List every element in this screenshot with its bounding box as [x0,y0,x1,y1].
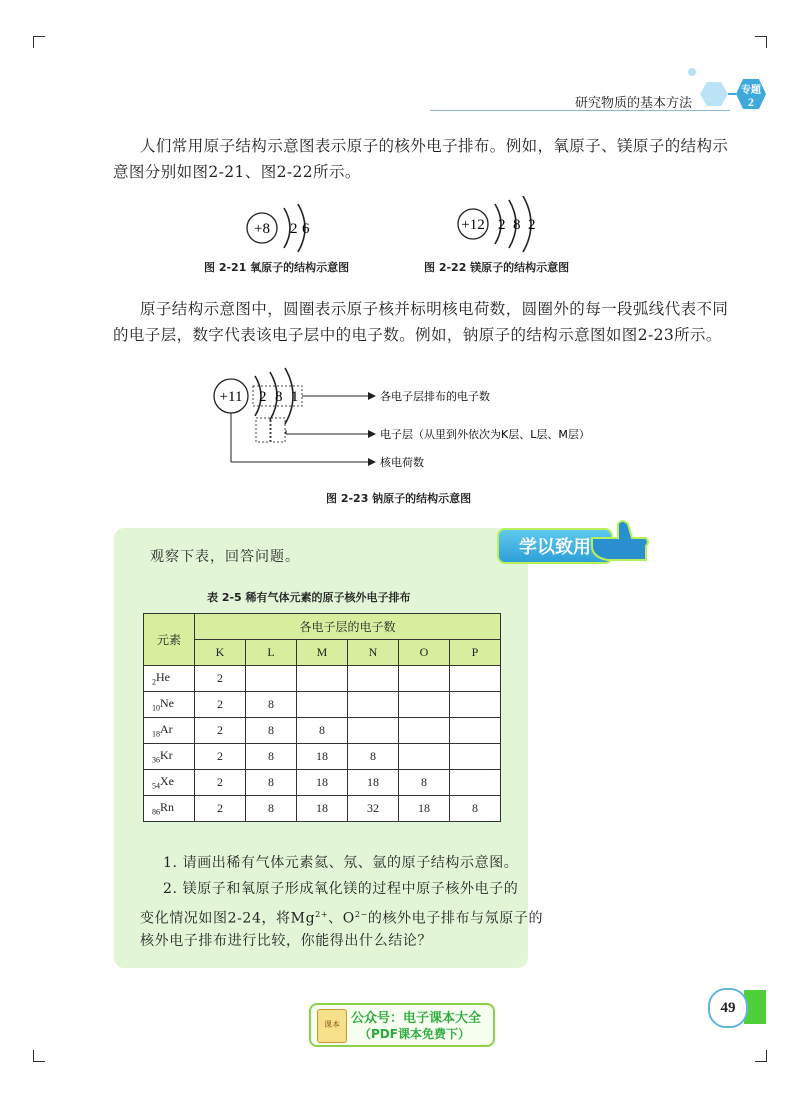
badge-num-text: 2 [748,95,754,109]
table-cell [348,666,399,692]
table-cell: 2 [195,666,246,692]
table-cell [399,692,450,718]
table-cell [399,666,450,692]
table-cell: 18 [297,796,348,822]
sodium-shell-k: 2 [259,389,267,405]
table-cell: 8 [297,718,348,744]
table-cell [348,692,399,718]
section-title: 研究物质的基本方法 [575,96,693,111]
crop-mark [33,1061,45,1062]
oxygen-shell-l: 6 [302,221,310,237]
watermark-line-2: （PDF课本免费下） [359,1027,470,1041]
fig21-caption: 图 2-21 氧原子的结构示意图 [204,261,350,274]
table-cell: 18 [348,770,399,796]
table-cell [399,718,450,744]
header-shell-o: O [399,640,450,666]
table-cell: 8 [246,692,297,718]
header-shell-l: L [246,640,297,666]
element-cell: $_2$He [144,666,195,692]
table-cell: 8 [246,744,297,770]
header-element: 元素 [144,614,195,666]
table-cell: 8 [399,770,450,796]
noble-gas-table [143,613,501,822]
header-shell-n: N [348,640,399,666]
activity-badge: 学以致用 [497,528,613,564]
para2-line-2: 的电子层，数字代表该电子层中的电子数。例如，钠原子的结构示意图如图2-23所示。 [113,326,722,344]
sodium-atom-diagram [200,362,620,474]
magnesium-shell-m: 2 [528,217,536,233]
header-shell-m: M [297,640,348,666]
table-cell [450,744,501,770]
table-cell: 32 [348,796,399,822]
magnesium-nucleus-charge: +12 [461,217,485,233]
crop-mark [33,36,34,48]
table-cell [246,666,297,692]
crop-mark [33,36,45,37]
sodium-nucleus-charge: +11 [219,389,243,405]
pointing-hand-icon [588,516,652,564]
chapter-badge [680,62,770,122]
table-cell: 8 [348,744,399,770]
para2-line-1: 原子结构示意图中，圆圈表示原子核并标明核电荷数，圆圈外的每一段弧线代表不同 [140,300,729,318]
question-2-line-1: 2. 镁原子和氧原子形成氧化镁的过程中原子核外电子的 [163,881,519,897]
label-electron-layers: 电子层（从里到外依次为K层、L层、M层） [380,428,590,441]
label-electron-count: 各电子层排布的电子数 [380,390,490,403]
question-2-line-3: 核外电子排布进行比较，你能得出什么结论？ [140,933,432,949]
fig23-caption: 图 2-23 钠原子的结构示意图 [326,492,472,505]
element-cell: $_{54}$Xe [144,770,195,796]
header-shell-p: P [450,640,501,666]
table-cell [450,718,501,744]
sodium-shell-l: 8 [275,389,283,405]
watermark-banner [309,1003,495,1047]
table-caption: 表 2-5 稀有气体元素的原子核外电子排布 [207,591,411,604]
table-cell: 18 [297,770,348,796]
intro-line-2: 意图分别如图2-21、图2-22所示。 [113,163,361,181]
magnesium-shell-l: 8 [513,217,521,233]
table-cell [450,770,501,796]
table-cell: 2 [195,718,246,744]
table-cell: 2 [195,744,246,770]
table-cell [399,744,450,770]
element-cell: $_{86}$Rn [144,796,195,822]
page-number: 49 [708,988,748,1028]
table-cell [450,692,501,718]
sodium-shell-m: 1 [291,389,299,405]
header-shell-k: K [195,640,246,666]
table-cell: 8 [246,796,297,822]
table-row [144,770,501,796]
table-cell: 18 [297,744,348,770]
question-1: 1. 请画出稀有气体元素氦、氖、氩的原子结构示意图。 [163,855,519,871]
label-nuclear-charge: 核电荷数 [380,456,424,469]
table-cell: 8 [246,718,297,744]
element-cell: $_{18}$Ar [144,718,195,744]
magnesium-atom-diagram [455,196,565,256]
table-cell: 2 [195,796,246,822]
oxygen-atom-diagram [240,200,340,256]
watermark-line-1: 公众号：电子课本大全 [351,1011,482,1026]
header-shell-group: 各电子层的电子数 [195,614,501,640]
table-cell: 8 [450,796,501,822]
table-cell: 2 [195,770,246,796]
badge-top-text: 专题 [741,85,761,96]
table-row [144,796,501,822]
intro-line-1: 人们常用原子结构示意图表示原子的核外电子排布。例如，氧原子、镁原子的结构示 [140,137,729,155]
table-row [144,718,501,744]
crop-mark [755,1061,767,1062]
table-cell [297,666,348,692]
table-row [144,692,501,718]
crop-mark [766,36,767,48]
magnesium-shell-k: 2 [498,217,506,233]
crop-mark [755,36,767,37]
activity-prompt: 观察下表，回答问题。 [150,549,300,565]
oxygen-shell-k: 2 [290,221,298,237]
element-cell: $_{10}$Ne [144,692,195,718]
table-cell [348,718,399,744]
book-icon: 课本 [317,1009,347,1043]
table-row [144,744,501,770]
table-cell [450,666,501,692]
element-cell: $_{36}$Kr [144,744,195,770]
table-cell: 8 [246,770,297,796]
question-2-line-2: 变化情况如图2-24，将$Mg^{2+}$、$O^{2-}$的核外电子排布与氖原子的 [140,910,544,927]
oxygen-nucleus-charge: +8 [254,221,270,237]
table-cell: 2 [195,692,246,718]
table-row [144,666,501,692]
table-cell: 18 [399,796,450,822]
table-cell [297,692,348,718]
fig22-caption: 图 2-22 镁原子的结构示意图 [424,261,570,274]
